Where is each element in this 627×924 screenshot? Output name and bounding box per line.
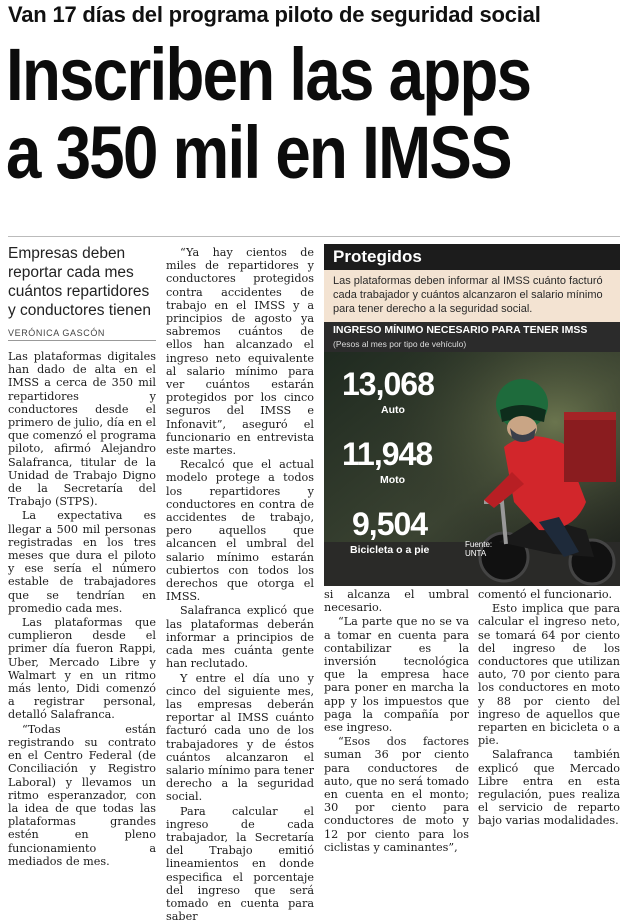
paragraph: Las plataformas que cumplieron desde el primer día fueron Rappi, Uber, Mercado Libre y Walmart y en un ritmo más lento, Didi comenzó a registrar personal, detalló Salafranca. <box>8 616 156 722</box>
column-3 <box>324 588 469 855</box>
stat-value-moto: 11,948 <box>342 436 433 472</box>
stat-label-auto: Auto <box>381 404 405 416</box>
paragraph: si alcanza el umbral necesario. <box>324 588 469 615</box>
headline <box>6 33 536 194</box>
byline-divider <box>8 340 156 341</box>
column-4 <box>478 588 620 829</box>
deck: Empresas deben reportar cada mes cuántos repartidores y conductores tienen <box>8 245 152 319</box>
paragraph: Salafranca también explicó que Mercado Libre entra en esta regulación, pues realiza el servicio de reparto bajo varias modalidades. <box>478 748 620 828</box>
paragraph: “La parte que no se va a tomar en cuenta para contabilizar es la inversión tecnológica que la empresa hace para poner en marcha la app y los impuestos que paga la compañía por ese ingreso. <box>324 615 469 735</box>
infobox-intro: Las plataformas deben informar al IMSS cuánto facturó cada trabajador y cuántos alcanzaron el salario mínimo para tener derecho a la seguridad social. <box>324 270 620 322</box>
paragraph: Para calcular el ingreso de cada trabajador, la Secretaría del Trabajo emitió lineamientos en donde especifica el porcentaje del ingreso que será tomado en cuenta para saber <box>166 804 314 924</box>
stat-label-bicicleta: Bicicleta o a pie <box>350 544 430 556</box>
source-note <box>465 540 492 558</box>
divider <box>8 236 620 237</box>
stat-label-moto: Moto <box>380 474 406 486</box>
paragraph: comentó el funcionario. <box>478 588 613 601</box>
source-label: Fuente: <box>465 540 493 549</box>
byline: VERÓNICA GASCÓN <box>8 328 106 338</box>
headline-line-2: a 350 mil en IMSS <box>6 111 511 194</box>
headline-line-1: Inscriben las apps <box>6 33 531 116</box>
infobox-title: Protegidos <box>324 244 620 270</box>
paragraph: “Todas están registrando su contrato en el Centro Federal (de Conciliación y Registro Laboral) y llevamos un ritmo esperanzador, con la idea de que todas las plataformas grandes estén en pleno funcionamiento a mediados de mes. <box>8 722 156 868</box>
column-1 <box>8 350 156 869</box>
infobox-label: INGRESO MÍNIMO NECESARIO PARA TENER IMSS <box>333 324 588 336</box>
paragraph: Y entre el día uno y cinco del siguiente mes, las empresas deberán reportar al IMSS cuánto facturó cada uno de los trabajadores y de éstos cuántos alcanzaron el salario mínimo para tener derecho a la seguridad social. <box>166 671 314 804</box>
paragraph: “Esos dos factores suman 36 por ciento para conductores de auto, que no será tomado en cuenta en el monto; 30 por ciento para conductores de moto y 12 por ciento para los ciclistas y caminantes”, <box>324 735 469 854</box>
infobox-sublabel: (Pesos al mes por tipo de vehículo) <box>333 339 467 349</box>
paragraph: Recalcó que el actual modelo protege a todos los repartidores y conductores en contra de accidentes de trabajo, pero aquellos que alcancen el umbral del salario mínimo estarán cubiertos con todos los derechos que otorga el IMSS. <box>166 458 314 604</box>
stat-value-bicicleta: 9,504 <box>352 506 428 542</box>
source-name: UNTA <box>465 549 487 558</box>
kicker: Van 17 días del programa piloto de seguridad social <box>8 2 541 27</box>
paragraph: “Ya hay cientos de miles de repartidores y conductores protegidos contra accidentes de trabajo en el IMSS y a principios de agosto ya sabremos cuántos de ellos han alcanzado el ingreso neto equivalente al salario mínimo para ver cuántos estarán protegidos por los cinco seguros del IMSS e Infonavit”, aseguró el funcionario en entrevista este martes. <box>166 246 314 458</box>
paragraph: La expectativa es llegar a 500 mil personas registradas en los tres meses que dura el piloto y ese sería el número estable de trabajadores que se tendrían en promedio cada mes. <box>8 509 156 615</box>
stat-value-auto: 13,068 <box>342 366 434 402</box>
column-2 <box>166 246 314 924</box>
paragraph: Las plataformas digitales han dado de alta en el IMSS a cerca de 350 mil repartidores y conductores desde el primero de julio, día en el que comenzó el programa piloto, afirmó Alejandro Salafranca, titular de la Unidad de Trabajo Digno de la Secretaría del Trabajo (STPS). <box>8 350 156 509</box>
paragraph: Salafranca explicó que las plataformas deberán informar a principios de cada mes cuánta gente han reclutado. <box>166 604 314 671</box>
infobox <box>324 244 620 586</box>
paragraph: Esto implica que para calcular el ingreso neto, se tomará 64 por ciento del ingreso de los conductores que utilizan auto, 70 por ciento para los conductores en moto y 88 por ciento del ingreso de aquellos que reparten en bicicleta o a pie. <box>478 602 620 748</box>
